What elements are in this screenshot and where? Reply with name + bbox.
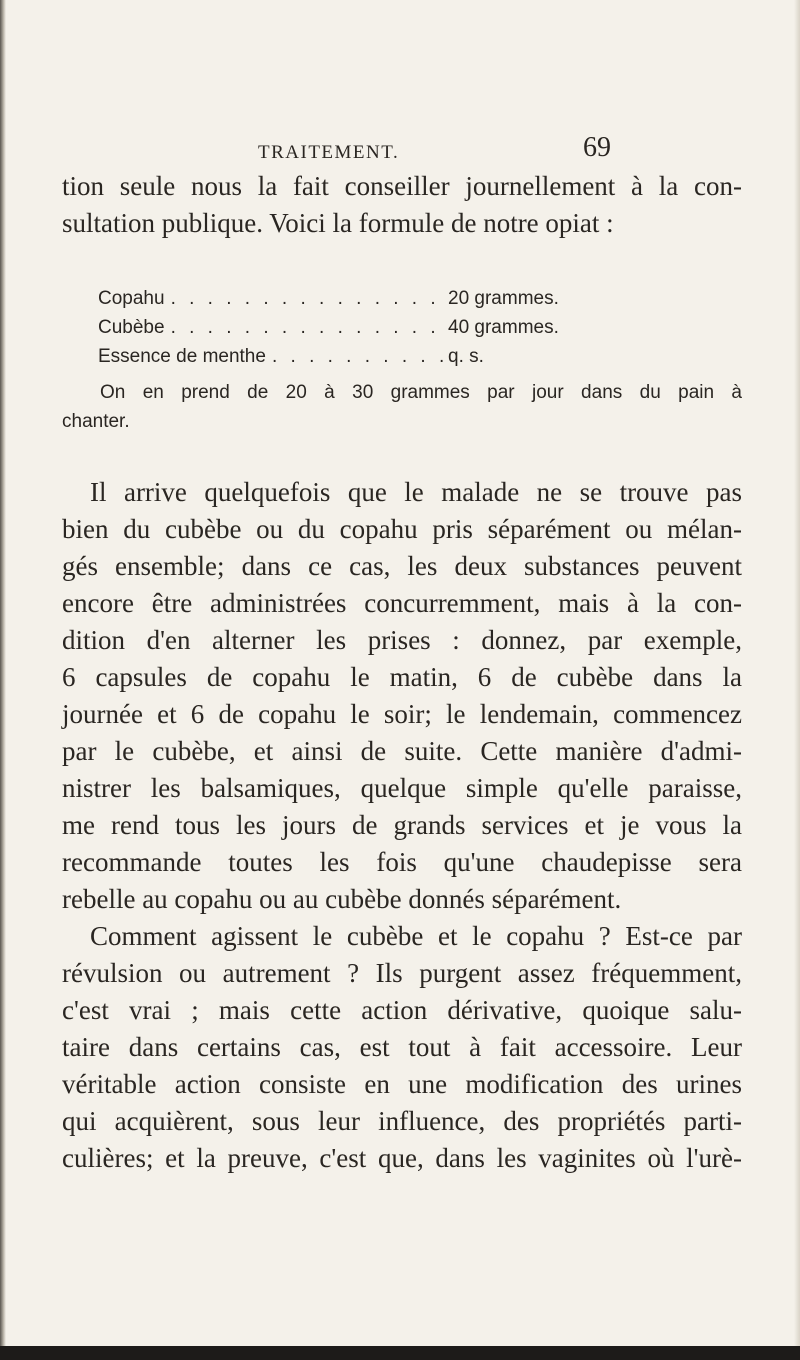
note-line: chanter. bbox=[62, 411, 130, 432]
text-line: encore être administrées concurremment, mais à la con- bbox=[62, 588, 742, 618]
text-line: Il arrive quelquefois que le malade ne se trouve pas bbox=[90, 477, 742, 507]
text-line: sultation publique. Voici la formule de notre opiat : bbox=[62, 208, 614, 238]
formula-row bbox=[98, 284, 598, 313]
text-line: rebelle au copahu ou au cubèbe donnés séparément. bbox=[62, 884, 622, 914]
text-line: journée et 6 de copahu le soir; le lendemain, commencez bbox=[62, 699, 742, 729]
text-line: bien du cubèbe ou du copahu pris séparément ou mélan- bbox=[62, 514, 742, 544]
text-line: Comment agissent le cubèbe et le copahu ? Est-ce par bbox=[90, 921, 742, 951]
text-line: taire dans certains cas, est tout à fait accessoire. Leur bbox=[62, 1032, 742, 1062]
intro-paragraph bbox=[62, 168, 742, 242]
text-line: véritable action consiste en une modification des urines bbox=[62, 1069, 742, 1099]
ingredient-quantity: 20 grammes. bbox=[448, 288, 559, 309]
text-line: révulsion ou autrement ? Ils purgent assez fréquemment, bbox=[62, 958, 742, 988]
leader-dots bbox=[165, 313, 448, 342]
leader-dots bbox=[165, 284, 448, 313]
text-line: qui acquièrent, sous leur influence, des propriétés parti- bbox=[62, 1106, 742, 1136]
page-left-edge bbox=[0, 0, 6, 1360]
text-line: nistrer les balsamiques, quelque simple qu'elle paraisse, bbox=[62, 773, 742, 803]
text-line: me rend tous les jours de grands services et je vous la bbox=[62, 810, 742, 840]
scan-bottom-edge bbox=[0, 1346, 800, 1360]
formula-row bbox=[98, 342, 598, 371]
ingredient-name: Cubèbe bbox=[98, 317, 165, 338]
text-line: tion seule nous la fait conseiller journellement à la con- bbox=[62, 171, 742, 201]
page-right-edge bbox=[794, 0, 800, 1360]
leader-dots bbox=[266, 342, 448, 371]
opiat-formula bbox=[98, 284, 598, 371]
text-line: dition d'en alterner les prises : donnez, par exemple, bbox=[62, 625, 742, 655]
formula-row bbox=[98, 313, 598, 342]
text-line: 6 capsules de copahu le matin, 6 de cubèbe dans la bbox=[62, 662, 742, 692]
ingredient-name: Essence de menthe bbox=[98, 346, 266, 367]
ingredient-name: Copahu bbox=[98, 288, 165, 309]
running-head: TRAITEMENT. bbox=[258, 142, 400, 163]
dosage-note bbox=[62, 378, 742, 436]
ingredient-quantity: q. s. bbox=[448, 346, 484, 367]
text-line: c'est vrai ; mais cette action dérivative, quoique salu- bbox=[62, 995, 742, 1025]
text-line: gés ensemble; dans ce cas, les deux substances peuvent bbox=[62, 551, 742, 581]
ingredient-quantity: 40 grammes. bbox=[448, 317, 559, 338]
page-header bbox=[0, 132, 800, 172]
text-line: par le cubèbe, et ainsi de suite. Cette manière d'admi- bbox=[62, 736, 742, 766]
note-line: On en prend de 20 à 30 grammes par jour dans du pain à bbox=[100, 382, 742, 403]
text-line: recommande toutes les fois qu'une chaudepisse sera bbox=[62, 847, 742, 877]
page-number: 69 bbox=[583, 132, 611, 163]
text-line: culières; et la preuve, c'est que, dans les vaginites où l'urè- bbox=[62, 1143, 742, 1173]
main-paragraphs bbox=[62, 474, 742, 1177]
